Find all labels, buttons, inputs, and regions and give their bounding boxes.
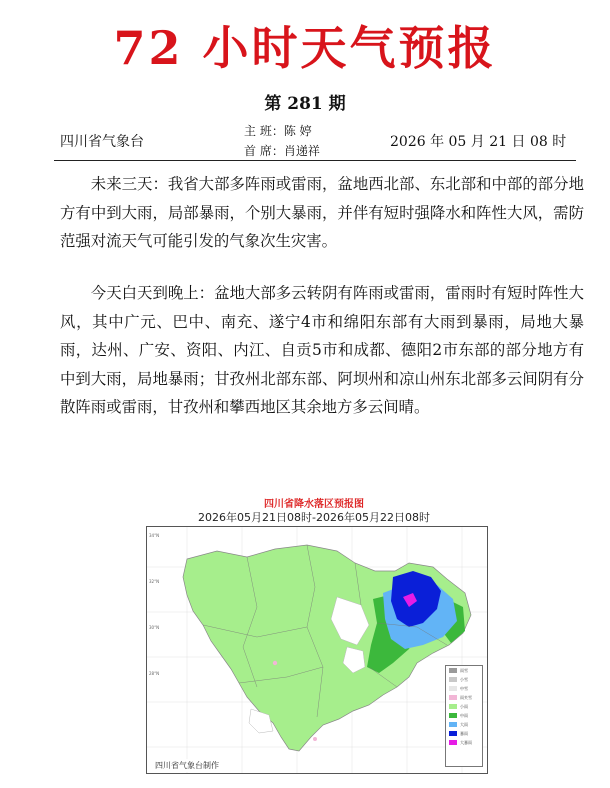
legend-label: 小雪 [460, 677, 468, 682]
legend-item [446, 684, 482, 693]
header-divider [54, 160, 576, 161]
paragraph-three-day: 未来三天：我省大部多阵雨或雷雨，盆地西北部、东北部和中部的部分地方有中到大雨，局部暴雨，个别大暴雨，并伴有短时强降水和阵性大风，需防范强对流天气可能引发的气象次生灾害。 [60, 175, 584, 250]
legend-swatch [449, 677, 457, 682]
legend-label: 中雪 [460, 686, 468, 691]
legend-label: 暴雨 [460, 731, 468, 736]
legend-label: 中雨 [460, 713, 468, 718]
map-title: 四川省降水落区预报图 [264, 499, 364, 510]
lat-tick: 28°N [149, 671, 160, 676]
legend-item [446, 702, 482, 711]
legend-item [446, 693, 482, 702]
legend-swatch [449, 731, 457, 736]
legend-label: 雨夹雪 [460, 695, 472, 700]
duty-chief-2: 首 席：肖递祥 [244, 144, 320, 158]
legend-label: 大暴雨 [460, 740, 472, 745]
issue-datetime: 2026 年 05 月 21 日 08 时 [390, 134, 567, 150]
map-time-range: 2026年05月21日08时-2026年05月22日08时 [198, 511, 430, 524]
sichuan-map-graphic [147, 527, 487, 773]
duty-chief: 主 班：陈 婷 [244, 124, 312, 138]
map-source: 四川省气象台制作 [155, 761, 219, 770]
duty-staff [244, 121, 320, 161]
legend-swatch [449, 668, 457, 673]
lat-tick: 32°N [149, 579, 160, 584]
lat-tick: 34°N [149, 533, 160, 538]
page-title: 72 小时天气预报 [113, 21, 497, 75]
legend-swatch [449, 740, 457, 745]
lat-tick: 30°N [149, 625, 160, 630]
legend-item [446, 729, 482, 738]
legend-item [446, 720, 482, 729]
legend-swatch [449, 695, 457, 700]
map-frame [146, 526, 488, 774]
paragraph-today: 今天白天到晚上：盆地大部多云转阴有阵雨或雷雨，雷雨时有短时阵性大风，其中广元、巴中、南充、遂宁4市和绵阳东部有大雨到暴雨，局地大暴雨，达州、广安、资阳、内江、自贡5市和成都、德阳2市东部的部分地方有中到大雨，局地暴雨；甘孜州北部东部、阿坝州和凉山州东北部多云间阴有分散阵雨或雷雨，甘孜州和攀西地区其余地方多云间晴。 [60, 284, 584, 416]
map-legend [445, 665, 483, 767]
legend-swatch [449, 686, 457, 691]
legend-item [446, 675, 482, 684]
legend-swatch [449, 722, 457, 727]
issue-number: 第 281 期 [264, 94, 346, 114]
issuer: 四川省气象台 [60, 134, 144, 150]
legend-item [446, 666, 482, 675]
legend-item [446, 711, 482, 720]
legend-label: 大雨 [460, 722, 468, 727]
legend-item [446, 738, 482, 747]
legend-swatch [449, 704, 457, 709]
legend-label: 小雨 [460, 704, 468, 709]
legend-label: 雨雪 [460, 668, 468, 673]
precipitation-map [140, 498, 488, 782]
legend-swatch [449, 713, 457, 718]
